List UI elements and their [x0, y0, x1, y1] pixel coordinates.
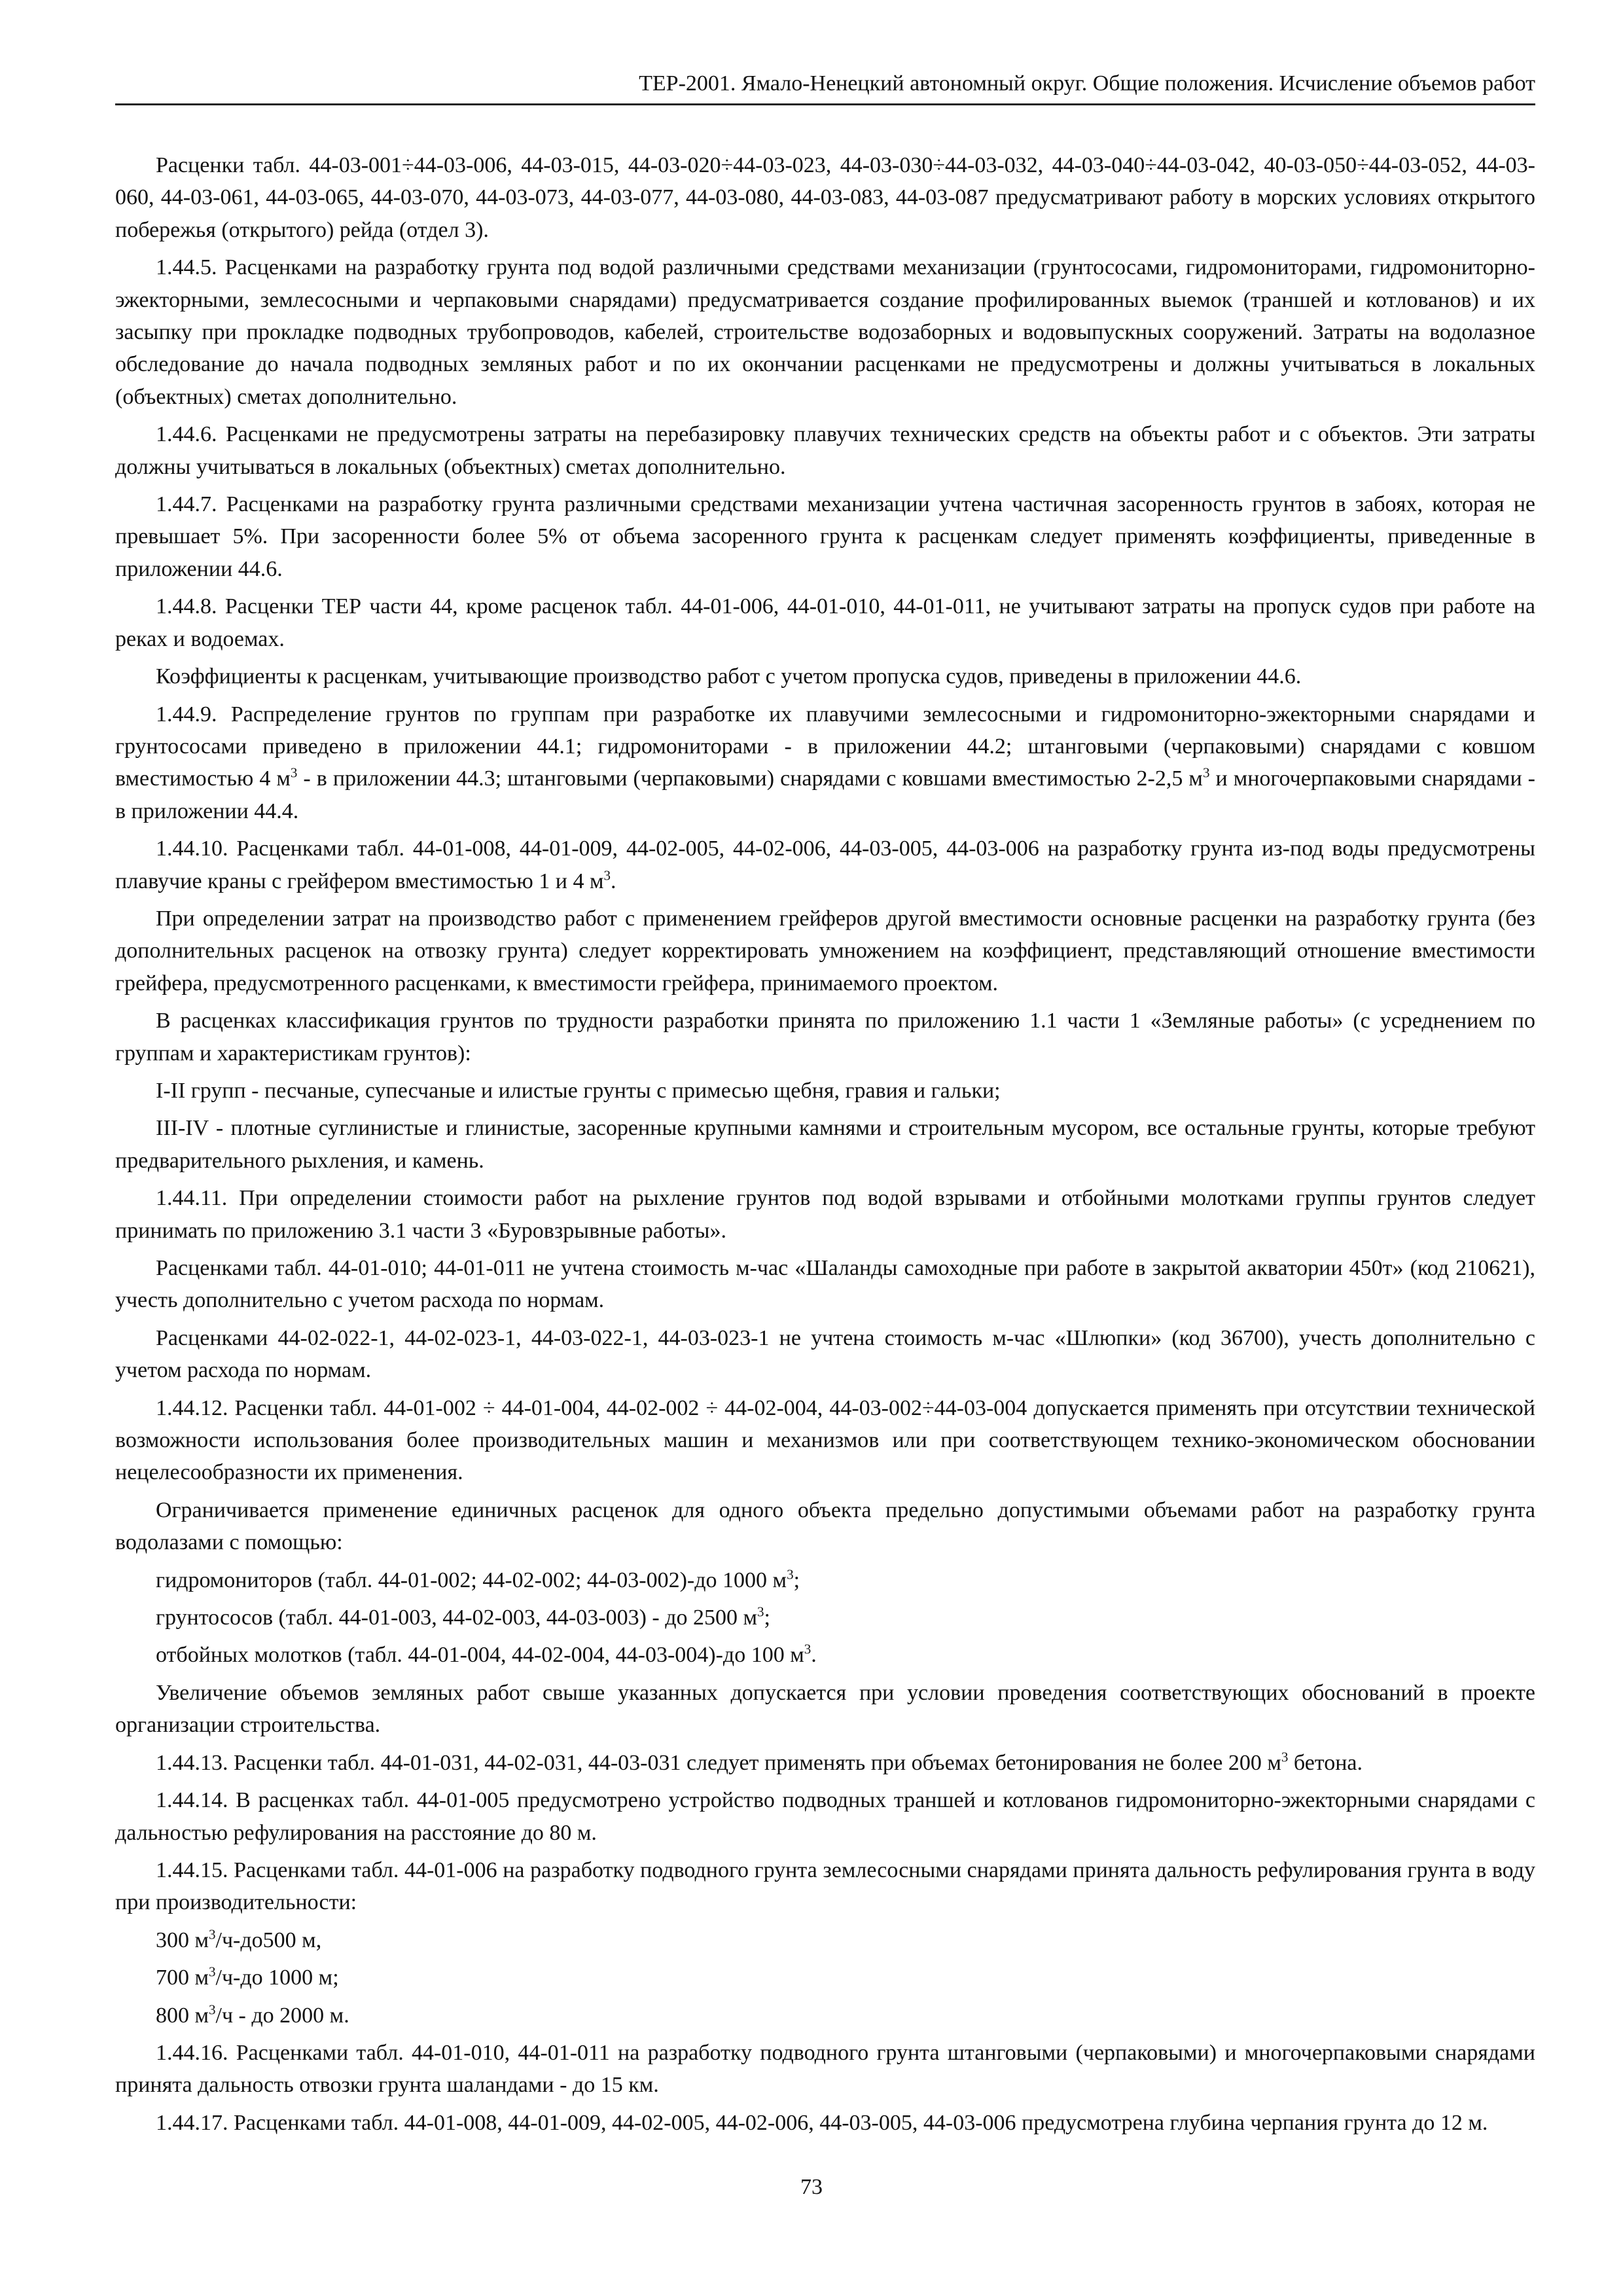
paragraph: Ограничивается применение единичных расценок для одного объекта предельно допустимыми объемами работ на разработку грунта водолазами с помощью:: [115, 1498, 1535, 1555]
list-item-text: грунтососов (табл. 44-01-003, 44-02-003, 44-03-003) - до 2500 м: [156, 1605, 758, 1630]
paragraph: При определении затрат на производство работ с применением грейферов другой вместимости основные расценки на разработку грунта (без дополнительных расценок на отвозку грунта) следует корректировать умножением на коэффициент, представляющий отношение вместимости грейфера, предусмотренного расценками, к вместимости грейфера, принимаемого проектом.: [115, 906, 1535, 996]
paragraph: Коэффициенты к расценкам, учитывающие производство работ с учетом пропуска судов, приведены в приложении 44.6.: [156, 664, 1302, 689]
paragraph: 1.44.6. Расценками не предусмотрены затраты на перебазировку плавучих технических средств на объекты работ и с объектов. Эти затраты должны учитываться в локальных (объектных) сметах дополнительно.: [115, 422, 1535, 479]
paragraph: Увеличение объемов земляных работ свыше указанных допускается при условии проведения соответствующих обоснований в проекте организации строительства.: [115, 1680, 1535, 1738]
paragraph-text: - в приложении 44.3; штанговыми (черпаковыми) снарядами с ковшами вместимостью 2-2,5 м: [297, 766, 1203, 791]
paragraph: [115, 698, 1535, 828]
superscript: 3: [209, 2001, 216, 2018]
paragraph: 1.44.16. Расценками табл. 44-01-010, 44-01-011 на разработку подводного грунта штанговыми (черпаковыми) и многочерпаковыми снарядами принята дальность отвозки грунта шаландами - до 15 км.: [115, 2040, 1535, 2098]
paragraph-text: и многочерпаковыми снарядами - в приложении 44.4.: [115, 766, 1535, 823]
list-item-text: 300 м: [156, 1928, 209, 1952]
superscript: 3: [290, 764, 298, 781]
paragraph: 1.44.5. Расценками на разработку грунта под водой различными средствами механизации (грунтососами, гидромониторами, гидромониторно-эжекторными, землесосными и черпаковыми снарядами) предусматривается создание профилированных выемок (траншей и котлованов) и их засыпку при прокладке подводных трубопроводов, кабелей, строительстве водозаборных и водовыпускных сооружений. Затраты на водолазное обследование до начала подводных земляных работ и по их окончании расценками не предусмотрены и должны учитываться в локальных (объектных) сметах дополнительно.: [115, 255, 1535, 409]
paragraph: Расценками 44-02-022-1, 44-02-023-1, 44-03-022-1, 44-03-023-1 не учтена стоимость м-час «Шлюпки» (код 36700), учесть дополнительно с учетом расхода по нормам.: [115, 1325, 1535, 1383]
list-item-text: 700 м: [156, 1965, 209, 1990]
superscript: 3: [804, 1641, 812, 1658]
page-footer: [0, 2173, 1623, 2202]
list-item-text: отбойных молотков (табл. 44-01-004, 44-02-004, 44-03-004)-до 100 м: [156, 1643, 804, 1668]
list-item-text: /ч-до 1000 м;: [215, 1965, 339, 1990]
paragraph: 1.44.8. Расценки ТЕР части 44, кроме расценок табл. 44-01-006, 44-01-010, 44-01-011, не учитывают затраты на пропуск судов при работе на реках и водоемах.: [115, 594, 1535, 651]
list-item-text: /ч - до 2000 м.: [215, 2003, 349, 2028]
superscript: 3: [603, 867, 611, 884]
list-item-text: гидромониторов (табл. 44-01-002; 44-02-002; 44-03-002)-до 1000 м: [156, 1568, 787, 1592]
superscript: 3: [787, 1566, 794, 1583]
superscript: 3: [209, 1926, 216, 1943]
paragraph: [115, 833, 1535, 897]
paragraph-text: бетона.: [1288, 1750, 1363, 1775]
superscript: 3: [757, 1604, 764, 1620]
list-item: [115, 1924, 1535, 1956]
paragraph: Расценками табл. 44-01-010; 44-01-011 не учтена стоимость м-час «Шаланды самоходные при работе в закрытой акватории 450т» (код 210621), учесть дополнительно с учетом расхода по нормам.: [115, 1256, 1535, 1313]
paragraph: 1.44.17. Расценками табл. 44-01-008, 44-01-009, 44-02-005, 44-02-006, 44-03-005, 44-03-006 предусмотрена глубина черпания грунта до 12 м.: [156, 2110, 1488, 2135]
header-title: ТЕР-2001. Ямало-Ненецкий автономный округ. Общие положения. Исчисление объемов работ: [639, 71, 1535, 96]
list-item: [115, 2000, 1535, 2032]
page-number: 73: [800, 2175, 823, 2199]
list-item-text: 800 м: [156, 2003, 209, 2028]
paragraph: В расценках классификация грунтов по трудности разработки принята по приложению 1.1 части 1 «Земляные работы» (с усреднением по группам и характеристикам грунтов):: [115, 1009, 1535, 1066]
paragraph: [115, 1747, 1535, 1779]
superscript: 3: [209, 1964, 216, 1980]
superscript: 3: [1281, 1749, 1289, 1765]
list-item: [115, 1602, 1535, 1634]
document-body: [115, 149, 1535, 2139]
paragraph-text: .: [611, 869, 616, 893]
paragraph-text: 1.44.9. Распределение грунтов по группам при разработке их плавучими землесосными и гидромониторно-эжекторными снарядами и грунтососами приведено в приложении 44.1; гидромониторами - в приложении 44.2; штанговыми (черпаковыми) снарядами с ковшом вместимостью 4 м: [115, 702, 1535, 791]
paragraph: 1.44.7. Расценками на разработку грунта различными средствами механизации учтена частичная засоренность грунтов в забоях, которая не превышает 5%. При засоренности более 5% от объема засоренного грунта к расценкам следует применять коэффициенты, приведенные в приложении 44.6.: [115, 492, 1535, 581]
paragraph: 1.44.11. При определении стоимости работ на рыхление грунтов под водой взрывами и отбойными молотками группы грунтов следует принимать по приложению 3.1 части 3 «Буровзрывные работы».: [115, 1186, 1535, 1243]
superscript: 3: [1202, 764, 1210, 781]
list-item: [115, 1639, 1535, 1671]
list-item-text: /ч-до500 м,: [215, 1928, 322, 1952]
list-item-text: ;: [793, 1568, 800, 1592]
paragraph: 1.44.12. Расценки табл. 44-01-002 ÷ 44-01-004, 44-02-002 ÷ 44-02-004, 44-03-002÷44-03-004 допускается применять при отсутствии технической возможности использования более производительных машин и механизмов или при соответствующем технико-экономическом обосновании нецелесообразности их применения.: [115, 1395, 1535, 1485]
paragraph: Расценки табл. 44-03-001÷44-03-006, 44-03-015, 44-03-020÷44-03-023, 44-03-030÷44-03-032, 44-03-040÷44-03-042, 40-03-050÷44-03-052, 44-03-060, 44-03-061, 44-03-065, 44-03-070, 44-03-073, 44-03-077, 44-03-080, 44-03-083, 44-03-087 предусматривают работу в морских условиях открытого побережья (открытого) рейда (отдел 3).: [115, 153, 1535, 242]
list-item-text: .: [811, 1643, 817, 1668]
paragraph-text: 1.44.13. Расценки табл. 44-01-031, 44-02-031, 44-03-031 следует применять при объемах бетонирования не более 200 м: [156, 1750, 1281, 1775]
list-item: [115, 1564, 1535, 1596]
list-item: [115, 1962, 1535, 1994]
paragraph: 1.44.14. В расценках табл. 44-01-005 предусмотрено устройство подводных траншей и котлованов гидромониторно-эжекторными снарядами с дальностью рефулирования на расстояние до 80 м.: [115, 1788, 1535, 1845]
list-item-text: ;: [764, 1605, 770, 1630]
paragraph: I-II групп - песчаные, супесчаные и илистые грунты с примесью щебня, гравия и гальки;: [156, 1078, 1001, 1103]
paragraph: III-IV - плотные суглинистые и глинистые, засоренные крупными камнями и строительным мусором, все остальные грунты, которые требуют предварительного рыхления, и камень.: [115, 1116, 1535, 1173]
running-header: [115, 69, 1535, 105]
paragraph: 1.44.15. Расценками табл. 44-01-006 на разработку подводного грунта землесосными снарядами принята дальность рефулирования грунта в воду при производительности:: [115, 1857, 1535, 1915]
paragraph-text: 1.44.10. Расценками табл. 44-01-008, 44-01-009, 44-02-005, 44-02-006, 44-03-005, 44-03-006 на разработку грунта из-под воды предусмотрены плавучие краны с грейфером вместимостью 1 и 4 м: [115, 836, 1535, 893]
